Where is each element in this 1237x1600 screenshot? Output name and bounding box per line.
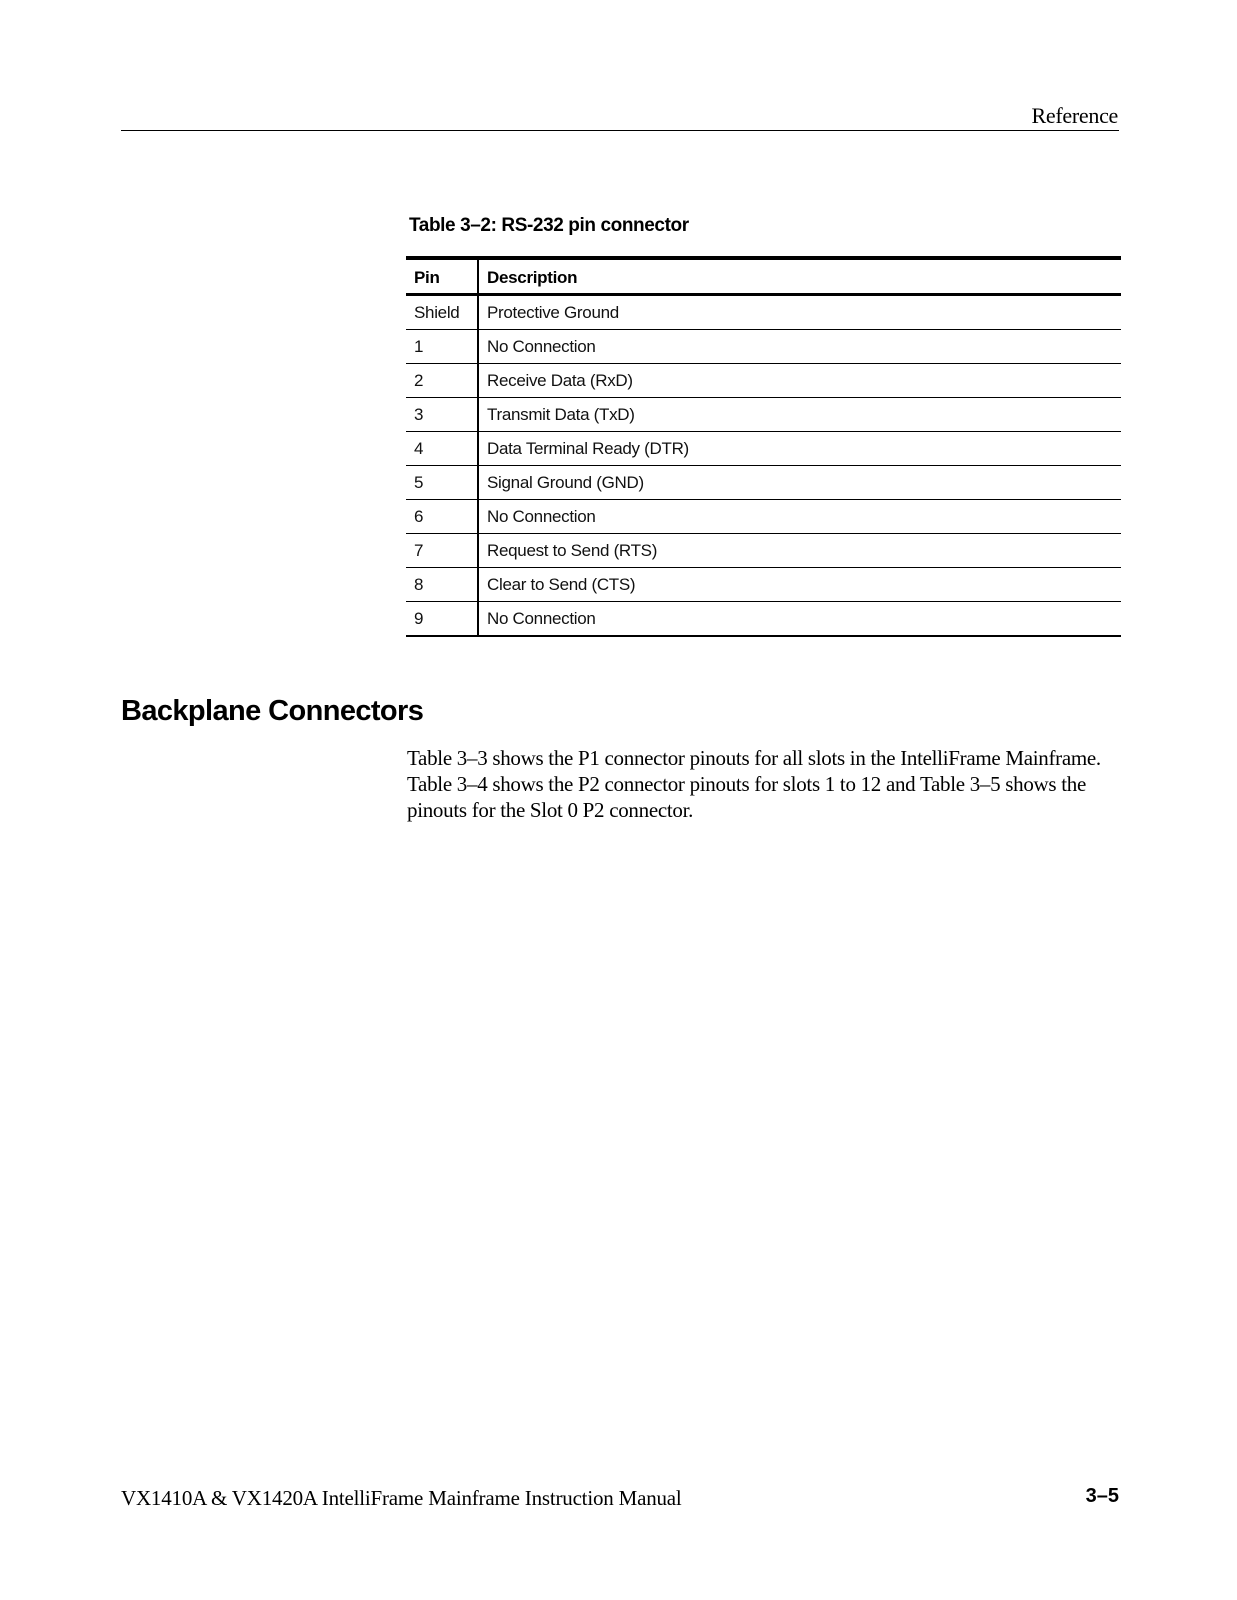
- header-rule: [121, 130, 1119, 131]
- pin-cell: 3: [406, 398, 478, 432]
- table-row: [406, 432, 1121, 466]
- pin-cell: 2: [406, 364, 478, 398]
- column-header-description: Description: [487, 268, 578, 287]
- column-header-pin: Pin: [406, 258, 478, 295]
- page-number: 3–5: [1085, 1485, 1119, 1507]
- pin-cell: 8: [406, 568, 478, 602]
- table-caption: Table 3–2: RS-232 pin connector: [409, 215, 689, 236]
- table-row: [406, 500, 1121, 534]
- body-paragraph: Table 3–3 shows the P1 connector pinouts for all slots in the IntelliFrame Mainframe. Table 3–4 shows the P2 connector pinouts for slots 1 to 12 and Table 3–5 shows the pinouts for the Slot 0 P2 connector.: [407, 746, 1101, 822]
- table-row: [406, 398, 1121, 432]
- pin-cell: 4: [406, 432, 478, 466]
- running-header: Reference: [1031, 103, 1118, 128]
- footer-manual-title: VX1410A & VX1420A IntelliFrame Mainframe Instruction Manual: [121, 1486, 682, 1510]
- description-cell: Data Terminal Ready (DTR): [487, 438, 689, 458]
- table-row: [406, 602, 1121, 637]
- pin-cell: 7: [406, 534, 478, 568]
- pin-cell: Shield: [406, 295, 478, 330]
- description-cell: Signal Ground (GND): [487, 472, 644, 492]
- pin-cell: 5: [406, 466, 478, 500]
- pin-cell: 9: [406, 602, 478, 637]
- description-cell: Request to Send (RTS): [487, 540, 658, 560]
- description-cell: Clear to Send (CTS): [487, 574, 636, 594]
- table-row: [406, 466, 1121, 500]
- description-cell: No Connection: [487, 506, 596, 526]
- description-cell: No Connection: [487, 336, 596, 356]
- table-row: [406, 568, 1121, 602]
- table-row: [406, 364, 1121, 398]
- description-cell: No Connection: [487, 608, 596, 628]
- description-cell: Receive Data (RxD): [487, 370, 633, 390]
- rs232-pin-table: [406, 256, 1121, 637]
- description-cell: Transmit Data (TxD): [487, 404, 635, 424]
- table-row: [406, 534, 1121, 568]
- description-cell: Protective Ground: [487, 302, 619, 322]
- pin-cell: 6: [406, 500, 478, 534]
- table-header-row: [406, 258, 1121, 295]
- table-row: [406, 295, 1121, 330]
- section-heading: Backplane Connectors: [121, 695, 424, 727]
- table-row: [406, 330, 1121, 364]
- pin-cell: 1: [406, 330, 478, 364]
